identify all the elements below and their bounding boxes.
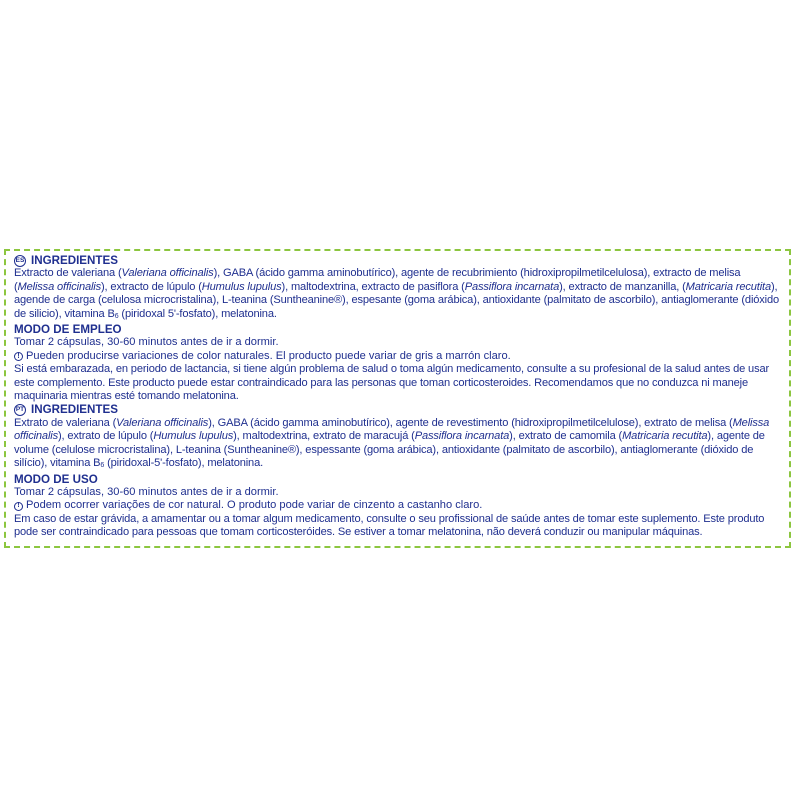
vitamin-subscript: 6 xyxy=(100,462,105,470)
color-note-text-pt: Podem ocorrer variações de cor natural. O produto pode variar de cinzento a castanho claro. xyxy=(26,499,483,512)
ingredients-text-part: Extrato de valeriana ( xyxy=(14,416,117,429)
warning-pt: Em caso de estar grávida, a amamentar ou a tomar algum medicamento, consulte o seu profissional de saúde antes de tomar este suplemento. Este produto pode ser contraindicado para pessoas que tomam corticosteróides. Se estiver a tomar melatonina, não deverá conduzir ou manipular máquinas. xyxy=(14,512,765,539)
ingredients-text-part: ), extrato de camomila ( xyxy=(509,430,623,443)
vitamin-subscript: 6 xyxy=(114,312,119,320)
ingredients-text-part: ), extracto de lúpulo ( xyxy=(101,280,202,293)
color-note-pt xyxy=(14,499,783,512)
ingredients-text-part: ), agente de volume (celulose microcristalina), L-teanina (Suntheanine®), espessante (goma arábica), antioxidante (palmitato de ascorbilo), antiaglomerante (dióxido de silício), vitamina B xyxy=(14,430,765,470)
language-badge-pt: PT xyxy=(14,404,26,416)
ingredients-text-part: Extracto de valeriana ( xyxy=(14,267,122,280)
language-badge-es: ES xyxy=(14,255,26,267)
ingredients-text-part: ), agende de carga (celulosa microcristalina), L-teanina (Suntheanine®), espesante (goma arábica), antioxidante (palmitato de ascorbilo), antiaglomerante (dióxido de silicio), vitamina B xyxy=(14,280,780,320)
portuguese-section xyxy=(14,403,783,539)
supplement-label-panel xyxy=(4,249,791,548)
latin-name: Valeriana officinalis xyxy=(116,416,209,429)
ingredients-text-pt xyxy=(14,417,783,473)
latin-name: Matricaria recutita xyxy=(622,430,708,443)
latin-name: Melissa officinalis xyxy=(17,280,102,293)
color-note-text-es: Pueden producirse variaciones de color naturales. El producto puede variar de gris a marrón claro. xyxy=(26,349,511,362)
exclamation-circle-icon: ! xyxy=(14,352,23,361)
latin-name: Humulus lupulus xyxy=(153,430,234,443)
ingredients-text-part: (piridoxal-5'-fosfato), melatonina. xyxy=(104,457,264,470)
latin-name: Valeriana officinalis xyxy=(121,267,214,280)
warning-es: Si está embarazada, en periodo de lactancia, si tiene algún problema de salud o toma algún medicamento, consulte a su profesional de la salud antes de usar este complemento. Este producto puede estar contraindicado para las personas que toman corticosteroides. Recomendamos que no conduzca ni maneje maquinaria mientras esté tomando melatonina. xyxy=(14,363,770,403)
latin-name: Humulus lupulus xyxy=(201,280,282,293)
usage-heading-pt: MODO DE USO xyxy=(14,472,98,486)
color-note-es xyxy=(14,350,783,363)
ingredients-title-pt: INGREDIENTES xyxy=(31,403,118,417)
ingredients-text-part: ), GABA (ácido gamma aminobutírico), agente de recubrimiento (hidroxipropilmetilcelulosa), extracto de melisa ( xyxy=(14,267,741,293)
ingredients-text-part: ), GABA (ácido gamma aminobutírico), agente de revestimento (hidroxipropilmetilcelulose), extrato de melisa ( xyxy=(208,416,733,429)
ingredients-text-part: ), extrato de lúpulo ( xyxy=(57,430,154,443)
spanish-section xyxy=(14,254,783,403)
ingredients-text-es xyxy=(14,267,783,323)
dosage-es: Tomar 2 cápsulas, 30-60 minutos antes de ir a dormir. xyxy=(14,336,279,349)
ingredients-heading-pt xyxy=(14,403,783,416)
exclamation-circle-icon: ! xyxy=(14,502,23,511)
latin-name: Melissa officinalis xyxy=(14,416,770,443)
ingredients-heading-es xyxy=(14,254,783,267)
ingredients-text-part: ), maltodextrina, extrato de maracujá ( xyxy=(233,430,415,443)
ingredients-title-es: INGREDIENTES xyxy=(31,254,118,267)
ingredients-text-part: ), extracto de manzanilla, ( xyxy=(559,280,686,293)
dosage-pt: Tomar 2 cápsulas, 30-60 minutos antes de ir a dormir. xyxy=(14,485,279,498)
latin-name: Matricaria recutita xyxy=(685,280,771,293)
ingredients-text-part: (piridoxal 5'-fosfato), melatonina. xyxy=(118,307,277,320)
ingredients-text-part: ), maltodextrina, extracto de pasiflora ( xyxy=(281,280,465,293)
latin-name: Passiflora incarnata xyxy=(464,280,560,293)
usage-heading-es: MODO DE EMPLEO xyxy=(14,323,122,337)
latin-name: Passiflora incarnata xyxy=(414,430,510,443)
